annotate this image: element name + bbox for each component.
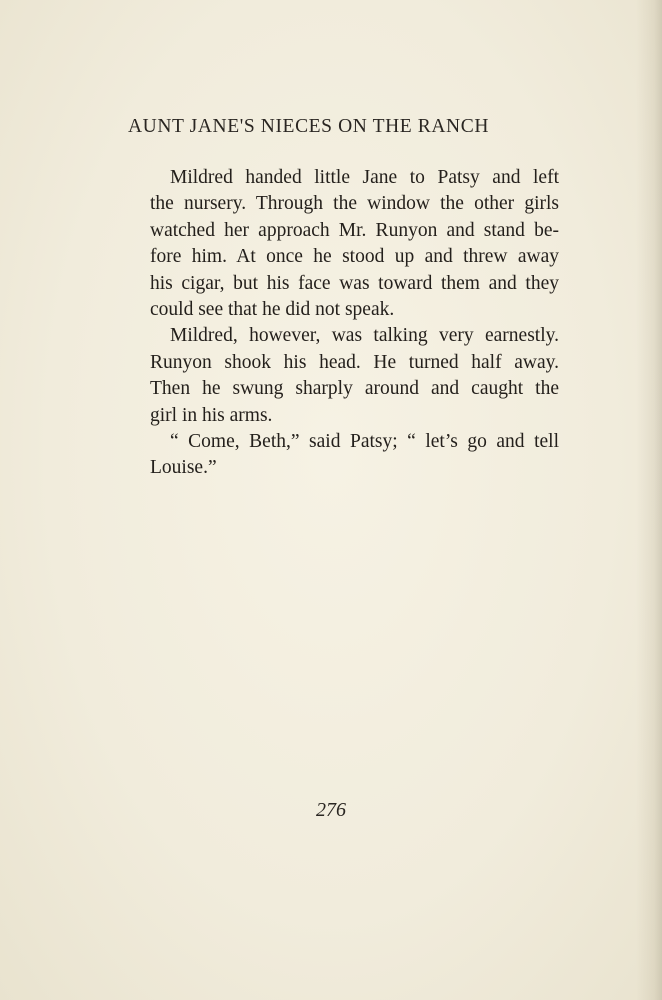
body-text bbox=[130, 165, 559, 482]
text-line: Runyon shook his head. He turned half away. bbox=[150, 351, 559, 373]
text-line: Louise.” bbox=[150, 457, 217, 479]
text-line: fore him. At once he stood up and threw away bbox=[150, 246, 559, 268]
text-line: watched her approach Mr. Runyon and stand be- bbox=[150, 219, 559, 241]
text-line: his cigar, but his face was toward them and they bbox=[150, 272, 559, 294]
running-head: AUNT JANE'S NIECES ON THE RANCH bbox=[128, 116, 490, 137]
page-number: 276 bbox=[316, 799, 346, 821]
page-edge-shadow bbox=[636, 0, 662, 1000]
text-line: Mildred handed little Jane to Patsy and left bbox=[170, 167, 559, 188]
text-line: Then he swung sharply around and caught the bbox=[150, 378, 559, 400]
paragraph-1 bbox=[130, 165, 559, 323]
paragraph-2 bbox=[130, 323, 559, 429]
text-line: “ Come, Beth,” said Patsy; “ let’s go and tell bbox=[170, 431, 559, 453]
text-line: could see that he did not speak. bbox=[150, 299, 395, 321]
text-line: girl in his arms. bbox=[150, 404, 273, 426]
paragraph-3 bbox=[130, 429, 559, 482]
text-line: Mildred, however, was talking very earnestly. bbox=[170, 325, 559, 347]
text-line: the nursery. Through the window the other girls bbox=[150, 193, 559, 215]
